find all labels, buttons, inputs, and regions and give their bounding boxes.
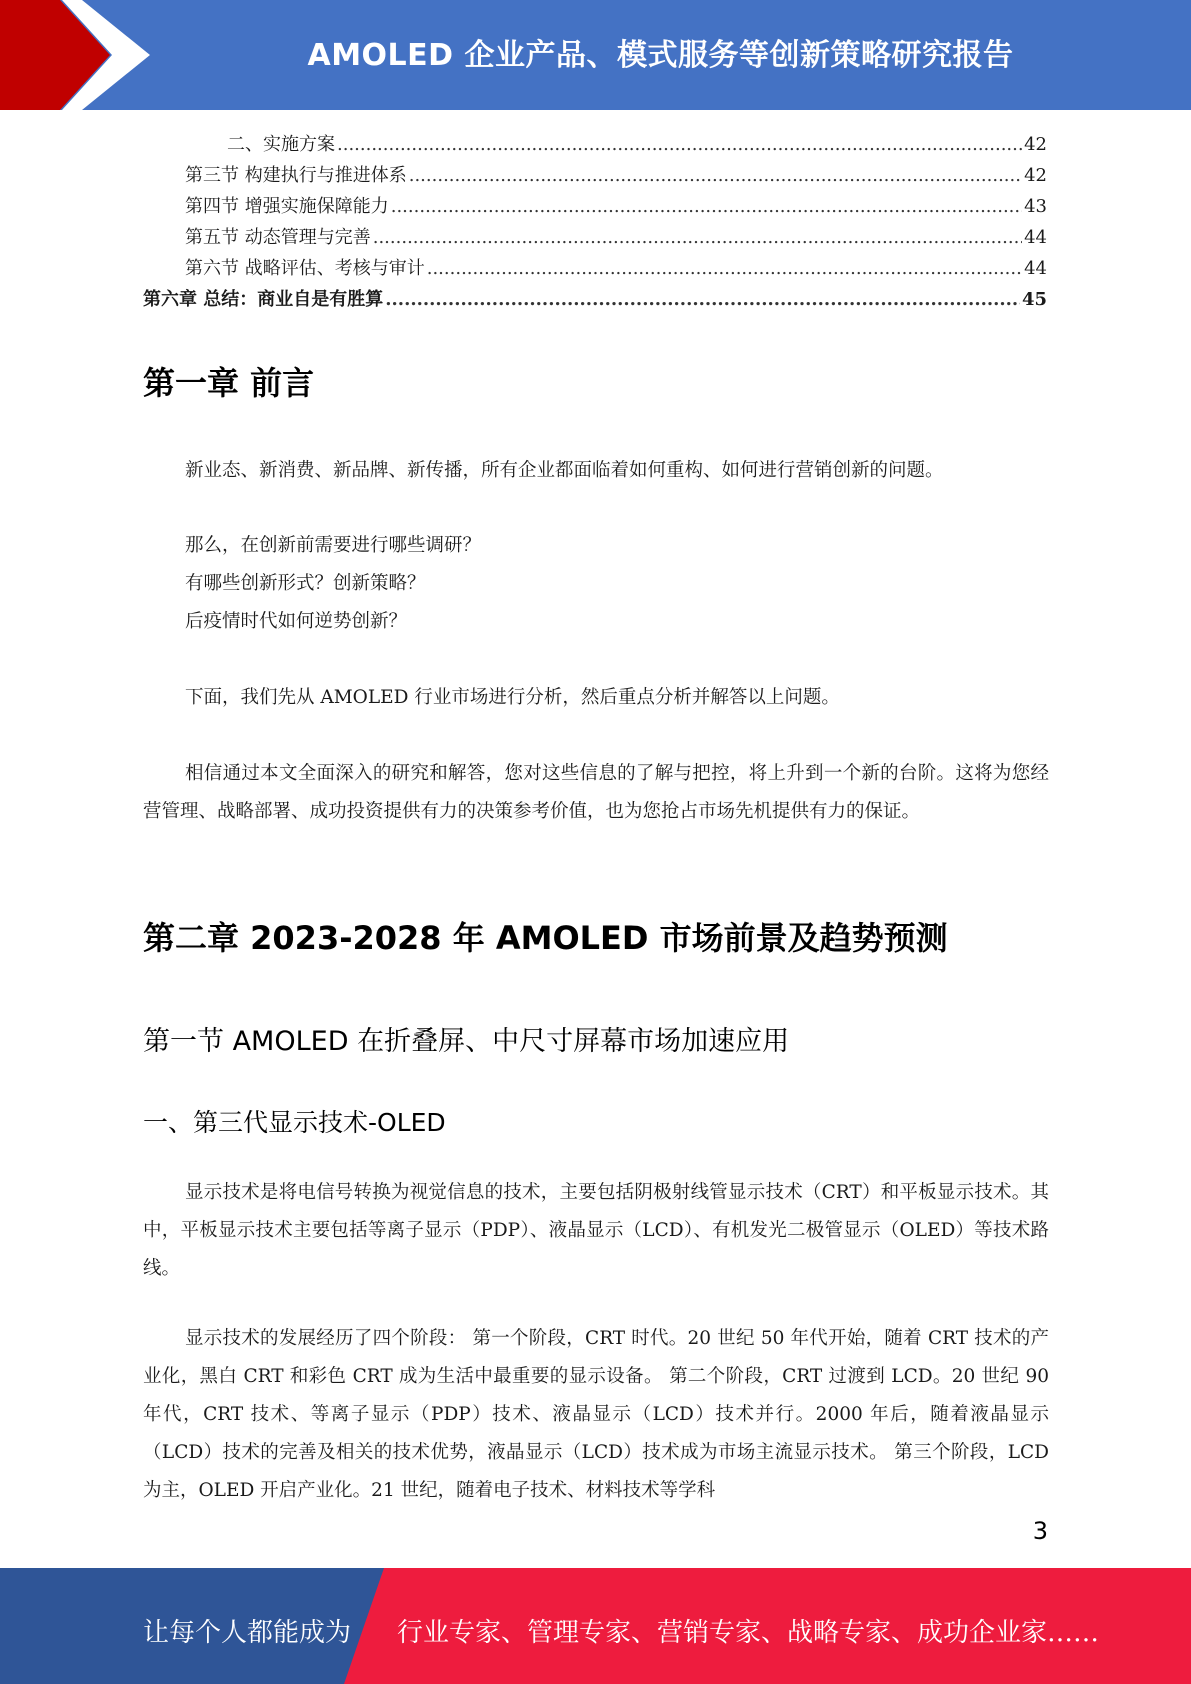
toc-leader-dots — [385, 289, 1020, 310]
toc-entry-label: 第六节 战略评估、考核与审计 — [185, 258, 425, 279]
chapter-1-question: 有哪些创新形式？创新策略？ — [185, 573, 426, 594]
toc-leader-dots — [427, 258, 1022, 279]
toc-entry[interactable] — [143, 161, 1047, 192]
header-arrow-icon — [0, 0, 160, 110]
chapter-2-paragraph: 显示技术的发展经历了四个阶段： 第一个阶段，CRT 时代。20 世纪 50 年代开始，随着 CRT 技术的产业化，黑白 CRT 和彩色 CRT 成为生活中最重要的显示设备。 第二个阶段，CRT 过渡到 LCD。20 世纪 90 年代，CRT 技术、等离子显示（PDP）技术、液晶显示（LCD）技术并行。2000 年后，随着液晶显示（LCD）技术的完善及相关的技术优势，液晶显示（LCD）技术成为市场主流显示技术。 第三个阶段，LCD 为主，OLED 开启产业化。21 世纪，随着电子技术、材料技术等学科 — [143, 1328, 1049, 1501]
subsection-title: 一、第三代显示技术-OLED — [143, 1108, 446, 1137]
toc-entry-label: 第三节 构建执行与推进体系 — [185, 165, 407, 186]
chapter-1-paragraph: 下面，我们先从 AMOLED 行业市场进行分析，然后重点分析并解答以上问题。 — [185, 687, 840, 708]
toc-entry-page: 44 — [1024, 227, 1047, 248]
toc-entry[interactable] — [143, 192, 1047, 223]
toc-leader-dots — [409, 165, 1022, 186]
toc-entry-page: 45 — [1021, 289, 1047, 310]
toc-entry[interactable] — [143, 130, 1047, 161]
header-title: AMOLED 企业产品、模式服务等创新策略研究报告 — [307, 38, 1014, 73]
toc-entry[interactable] — [143, 285, 1047, 316]
chapter-2-title: 第二章 2023-2028 年 AMOLED 市场前景及趋势预测 — [143, 919, 948, 957]
page-footer — [0, 1568, 1191, 1684]
chapter-1-title: 第一章 前言 — [143, 364, 315, 402]
toc-leader-dots — [337, 134, 1022, 155]
toc-entry-page: 43 — [1024, 196, 1047, 217]
chapter-2-paragraph: 显示技术是将电信号转换为视觉信息的技术，主要包括阴极射线管显示技术（CRT）和平板显示技术。其中，平板显示技术主要包括等离子显示（PDP）、液晶显示（LCD）、有机发光二极管显示（OLED）等技术路线。 — [143, 1182, 1049, 1279]
footer-slogan-right: 行业专家、管理专家、营销专家、战略专家、成功企业家…… — [397, 1618, 1100, 1648]
section-title: 第一节 AMOLED 在折叠屏、中尺寸屏幕市场加速应用 — [143, 1026, 790, 1057]
toc-entry-page: 44 — [1024, 258, 1047, 279]
chapter-1-paragraph: 相信通过本文全面深入的研究和解答，您对这些信息的了解与把控，将上升到一个新的台阶。这将为您经营管理、战略部署、成功投资提供有力的决策参考价值，也为您抢占市场先机提供有力的保证。 — [143, 763, 1049, 822]
chapter-1-question: 那么，在创新前需要进行哪些调研？ — [185, 535, 482, 556]
toc-leader-dots — [391, 196, 1022, 217]
toc-entry-label: 第五节 动态管理与完善 — [185, 227, 371, 248]
chapter-1-paragraph: 新业态、新消费、新品牌、新传播，所有企业都面临着如何重构、如何进行营销创新的问题。 — [185, 460, 944, 481]
toc-entry-page: 42 — [1024, 134, 1047, 155]
toc-entry[interactable] — [143, 223, 1047, 254]
footer-slogan-left: 让每个人都能成为 — [143, 1618, 352, 1648]
chapter-1-question: 后疫情时代如何逆势创新？ — [185, 611, 408, 632]
page-header — [0, 0, 1191, 110]
toc-entry-label: 第六章 总结：商业自是有胜算 — [143, 289, 384, 310]
toc-leader-dots — [373, 227, 1022, 248]
toc-entry[interactable] — [143, 254, 1047, 285]
table-of-contents — [143, 130, 1047, 316]
toc-entry-label: 第四节 增强实施保障能力 — [185, 196, 389, 217]
page-number: 3 — [1032, 1517, 1048, 1545]
toc-entry-page: 42 — [1024, 165, 1047, 186]
toc-entry-label: 二、实施方案 — [227, 134, 335, 155]
